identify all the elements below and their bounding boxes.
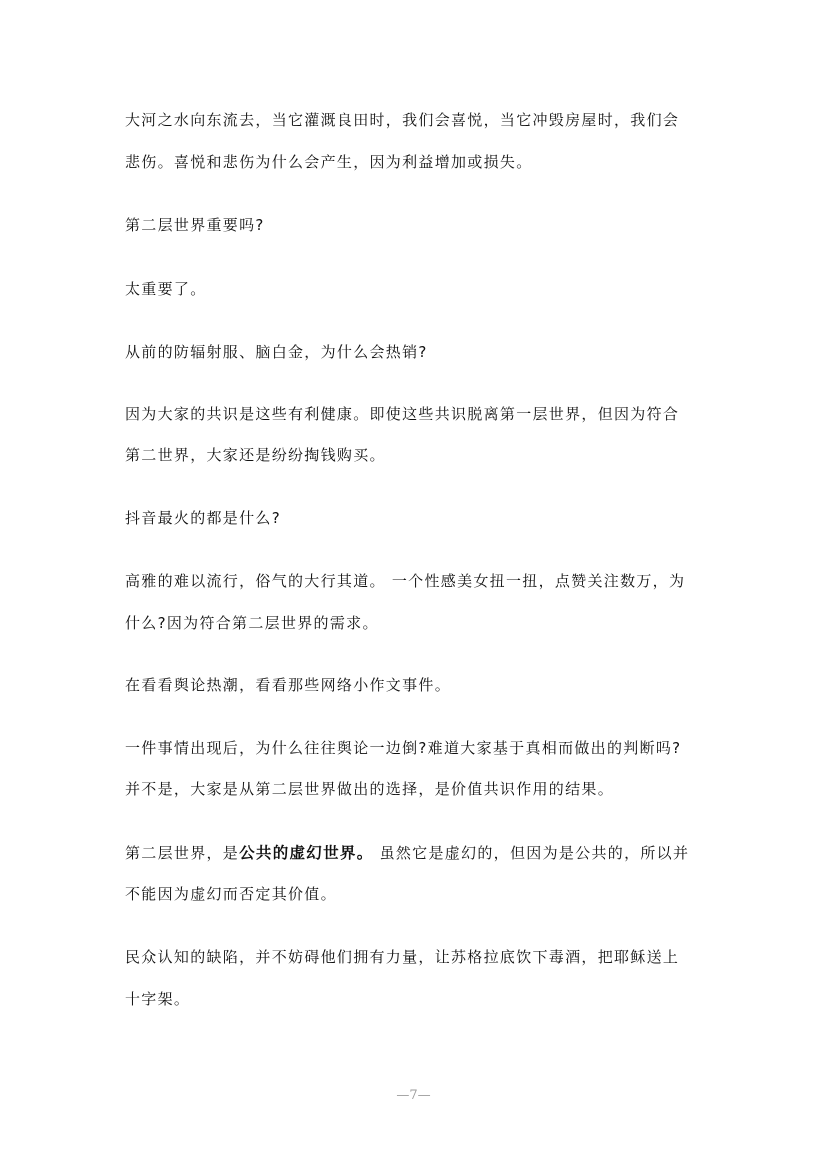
paragraph-line: 民众认知的缺陷，并不妨碍他们拥有力量，让苏格拉底饮下毒酒，把耶稣送上 (125, 948, 680, 966)
paragraph-line: 抖音最火的都是什么? (125, 509, 281, 527)
paragraph-line: 第二层世界重要吗? (125, 216, 265, 234)
paragraph-line: 十字架。 (125, 990, 191, 1008)
paragraph-line: 第二世界，大家还是纷纷掏钱购买。 (125, 446, 386, 464)
paragraph-line: 太重要了。 (125, 280, 207, 298)
paragraph-line: 并不是，大家是从第二层世界做出的选择，是价值共识作用的结果。 (125, 780, 615, 798)
paragraph-line: 什么?因为符合第二层世界的需求。 (125, 614, 379, 632)
emphasis-prefix: 第二层世界，是 (125, 844, 240, 862)
paragraph-line: 大河之水向东流去，当它灌溉良田时，我们会喜悦，当它冲毁房屋时，我们会 (125, 111, 680, 129)
page-number: —7— (396, 1088, 431, 1103)
paragraph-line: 在看看舆论热潮，看看那些网络小作文事件。 (125, 676, 452, 694)
emphasis-bold-text: 公共的虚幻世界。 (239, 844, 374, 862)
paragraph-line: 一件事情出现后，为什么往往舆论一边倒?难道大家基于真相而做出的判断吗? (125, 739, 682, 757)
paragraph-line: 不能因为虚幻而否定其价值。 (125, 885, 337, 903)
paragraph-line: 悲伤。喜悦和悲伤为什么会产生，因为利益增加或损失。 (125, 153, 533, 171)
emphasis-suffix: 虽然它是虚幻的，但因为是公共的，所以并 (373, 844, 690, 862)
paragraph-line: 从前的防辐射服、脑白金，为什么会热销? (125, 343, 428, 361)
paragraph-line: 高雅的难以流行，俗气的大行其道。 一个性感美女扭一扭，点赞关注数万，为 (125, 572, 686, 590)
paragraph-line: 因为大家的共识是这些有利健康。即使这些共识脱离第一层世界，但因为符合 (125, 405, 680, 423)
emphasis-paragraph-line (125, 843, 705, 863)
